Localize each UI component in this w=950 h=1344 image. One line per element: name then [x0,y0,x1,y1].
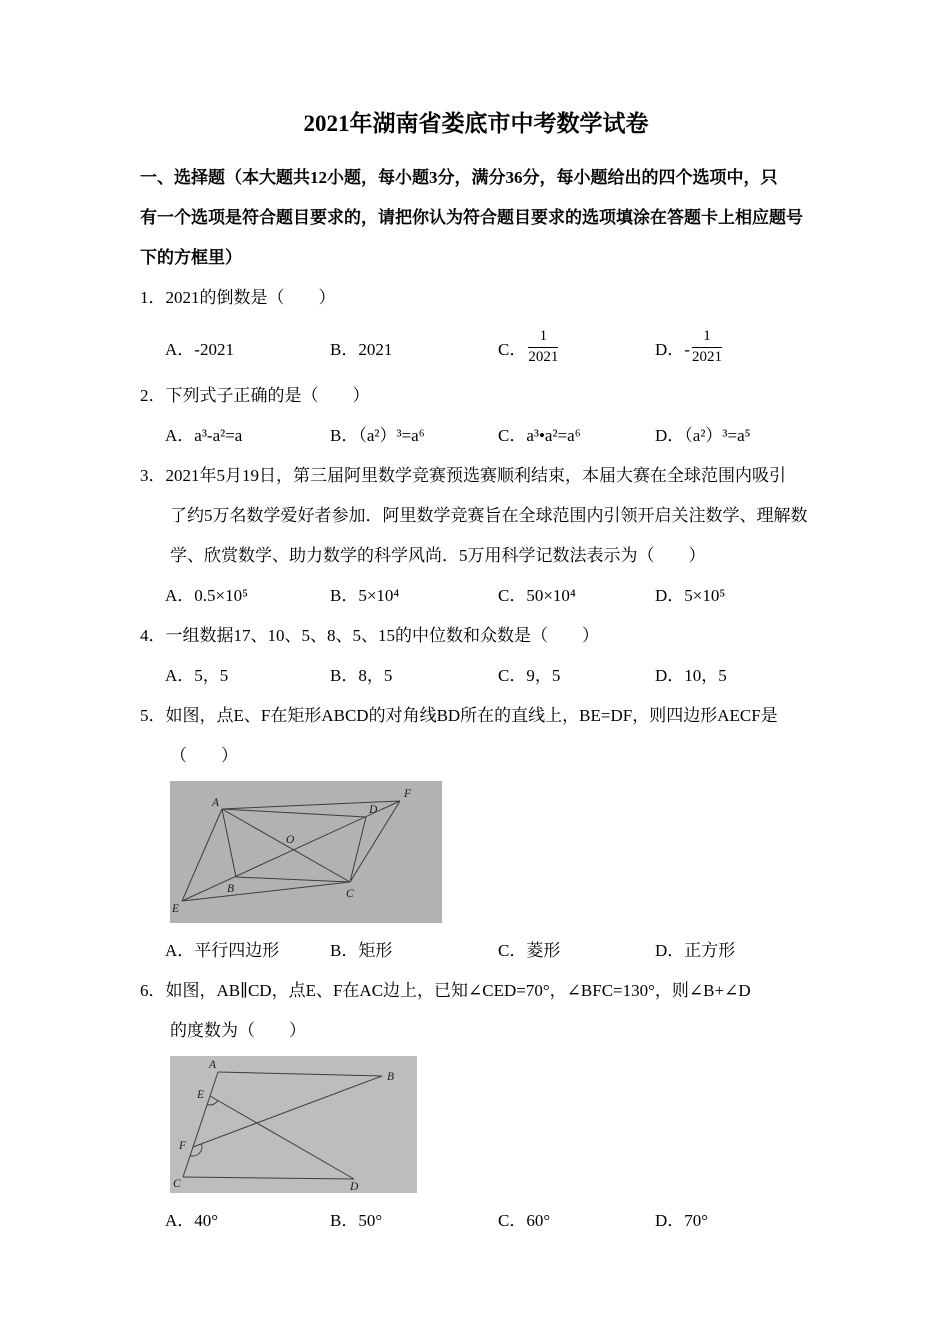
question-4-stem: 4．一组数据17、10、5、8、5、15的中位数和众数是（ ） [140,626,599,645]
option-b: B．5×10⁴ [330,586,400,605]
option-d: D．5×10⁵ [655,586,726,605]
option-c: C．9，5 [498,666,561,685]
point-label-a: A [209,1059,217,1071]
question-3-options [165,576,812,616]
question-5-options [165,931,812,971]
point-label-c: C [173,1178,181,1190]
option-b: B．矩形 [330,941,393,960]
question-2-stem: 2．下列式子正确的是（ ） [140,386,370,405]
option-a: A．0.5×10⁵ [165,586,249,605]
option-b: B．2021 [330,339,393,359]
option-c: C．60° [498,1211,551,1230]
option-d-label: D．- [655,339,690,359]
point-label-d: D [350,1181,359,1193]
question-6-stem: 6．如图，AB∥CD，点E、F在AC边上，已知∠CED=70°，∠BFC=130°，则∠B+∠D [140,981,751,1000]
question-5-figure [170,781,812,923]
option-a: A．a³-a²=a [165,426,243,445]
question-3-stem: 学、欣赏数学、助力数学的科学风尚．5万用科学记数法表示为（ ） [170,546,706,565]
point-label-a: A [212,797,220,809]
section-header [140,158,812,278]
option-c-label: C． [498,339,527,359]
point-label-b: B [227,883,235,895]
option-b: B．（a²）³=a⁶ [330,426,425,445]
rectangle-diagonal-figure [170,781,442,923]
question-2-options [165,416,812,456]
fraction [692,328,722,366]
section-header-line: 有一个选项是符合题目要求的，请把你认为符合题目要求的选项填涂在答题卡上相应题号 [140,208,803,227]
option-c: C．a³•a²=a⁶ [498,426,581,445]
point-label-c: C [346,888,354,900]
option-d [655,328,812,366]
question-5 [140,696,812,971]
point-label-f: F [404,788,412,800]
fraction-numerator: 1 [692,328,722,347]
point-label-f: F [179,1140,187,1152]
point-label-o: O [286,834,295,846]
point-label-b: B [387,1071,395,1083]
question-6-options [165,1201,812,1241]
section-header-line: 一、选择题（本大题共12小题，每小题3分，满分36分，每小题给出的四个选项中，只 [140,168,778,187]
point-label-d: D [369,804,378,816]
fraction-numerator: 1 [528,328,558,347]
figure-background [170,781,442,923]
question-4 [140,616,812,696]
option-c: C．50×10⁴ [498,586,576,605]
fraction-denominator: 2021 [691,348,722,365]
option-d: D．正方形 [655,941,736,960]
question-3 [140,456,812,616]
question-6 [140,971,812,1241]
option-a: A．-2021 [165,339,234,359]
question-2 [140,376,812,456]
option-a: A．平行四边形 [165,941,280,960]
option-b: B．50° [330,1211,383,1230]
option-c [498,328,655,366]
question-5-stem: 5．如图，点E、F在矩形ABCD的对角线BD所在的直线上，BE=DF，则四边形AECF是 [140,706,778,725]
option-a: A．5，5 [165,666,229,685]
question-3-stem: 了约5万名数学爱好者参加．阿里数学竞赛旨在全球范围内引领开启关注数学、理解数 [170,506,808,525]
question-1-stem: 1．2021的倒数是（ ） [140,288,336,307]
point-label-e: E [197,1089,205,1101]
parallel-lines-angles-figure [170,1056,417,1193]
question-4-options [165,656,812,696]
option-d: D．10，5 [655,666,727,685]
option-d: D．（a²）³=a⁵ [655,426,751,445]
question-1-options [165,318,812,376]
fraction [528,328,558,366]
question-1 [140,278,812,376]
option-a: A．40° [165,1211,219,1230]
question-5-stem: （ ） [170,746,238,765]
point-label-e: E [172,903,180,915]
fraction-denominator: 2021 [528,348,559,365]
option-b: B．8，5 [330,666,393,685]
question-3-stem: 3．2021年5月19日，第三届阿里数学竞赛预选赛顺利结束，本届大赛在全球范围内吸引 [140,466,786,485]
option-d: D．70° [655,1211,709,1230]
question-6-figure [170,1056,812,1193]
page-title: 2021年湖南省娄底市中考数学试卷 [303,111,649,136]
section-header-line: 下的方框里） [140,248,242,267]
question-6-stem: 的度数为（ ） [170,1021,306,1040]
option-c: C．菱形 [498,941,561,960]
